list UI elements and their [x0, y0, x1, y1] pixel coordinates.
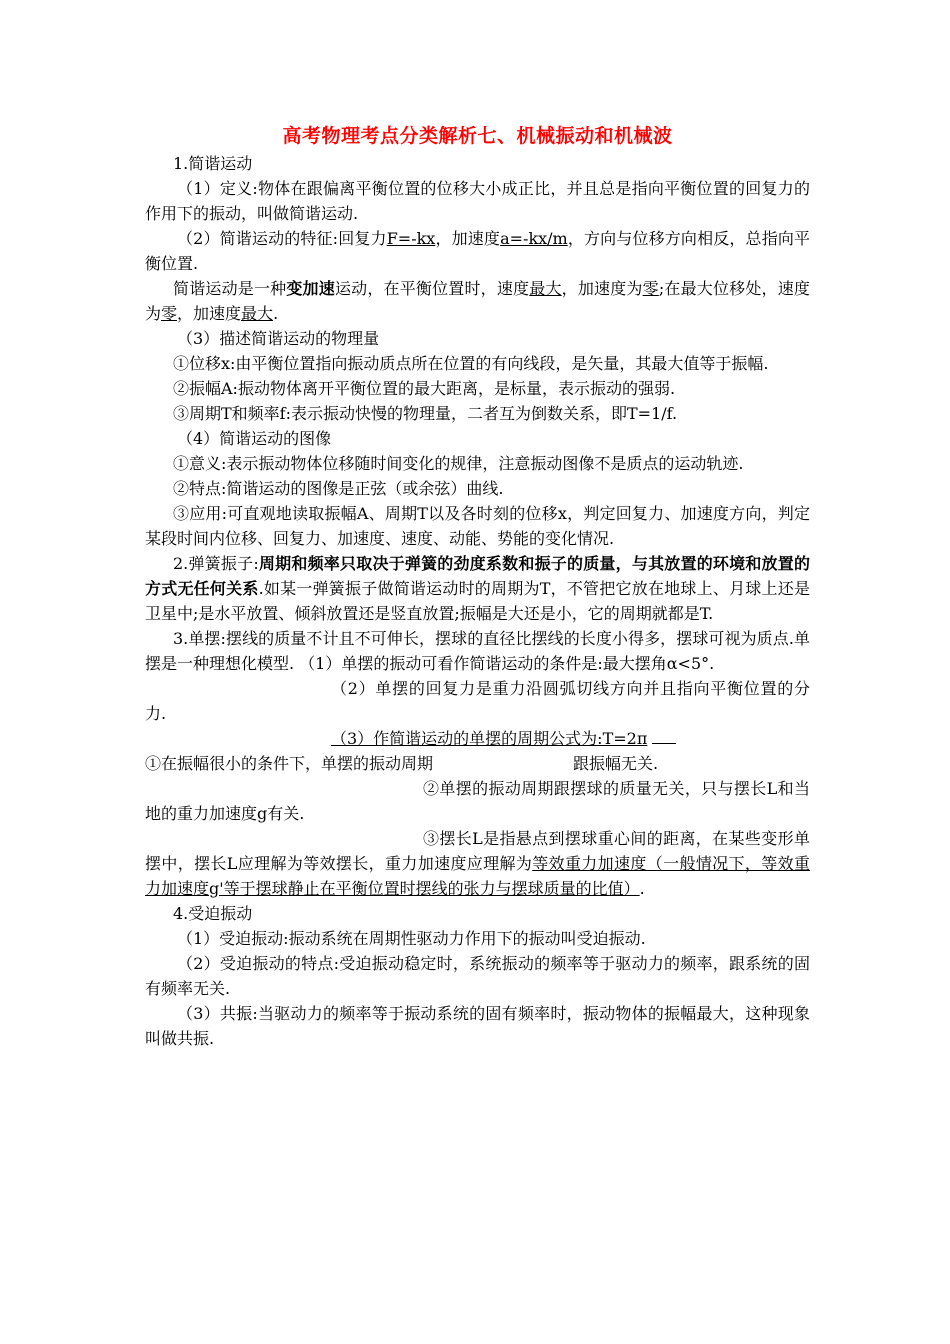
spring-oscillator: 2.弹簧振子:周期和频率只取决于弹簧的劲度系数和振子的质量，与其放置的环境和放置的方式无任何关系.如某一弹簧振子做简谐运动时的周期为T，不管把它放在地球上、月球上还是卫星中;是水平放置、倾斜放置还是竖直放置;振幅是大还是小，它的周期就都是T. [145, 554, 810, 623]
shm-graph-heading: （4）简谐运动的图像 [177, 429, 332, 448]
formula-blank [652, 729, 676, 744]
shm-features: （2）简谐运动的特征:回复力F=-kx，加速度a=-kx/m，方向与位移方向相反，总指向平衡位置. [145, 229, 810, 273]
pendulum-period-formula: （3）作简谐运动的单摆的周期公式为:T=2π [145, 726, 810, 751]
shm-definition: （1）定义:物体在跟偏离平衡位置的位移大小成正比，并且总是指向平衡位置的回复力的作用下的振动，叫做简谐运动. [145, 179, 810, 223]
shm-graph-meaning: ①意义:表示振动物体位移随时间变化的规律，注意振动图像不是质点的运动轨迹. [173, 454, 744, 473]
shm-graph-application: ③应用:可直观地读取振幅A、周期T以及各时刻的位移x，判定回复力、加速度方向，判定某段时间内位移、回复力、加速度、速度、动能、势能的变化情况. [145, 504, 810, 548]
shm-graph-feature: ②特点:简谐运动的图像是正弦（或余弦）曲线. [173, 479, 504, 498]
resonance: （3）共振:当驱动力的频率等于振动系统的固有频率时，振动物体的振幅最大，这种现象叫做共振. [145, 1004, 810, 1048]
pendulum-intro: 3.单摆:摆线的质量不计且不可伸长，摆球的直径比摆线的长度小得多，摆球可视为质点.单摆是一种理想化模型. （1）单摆的振动可看作简谐运动的条件是:最大摆角α<5°. [145, 629, 810, 673]
shm-amplitude: ②振幅A:振动物体离开平衡位置的最大距离，是标量，表示振动的强弱. [173, 379, 676, 398]
pendulum-amplitude-note: ①在振幅很小的条件下，单摆的振动周期 跟振幅无关. [145, 754, 659, 773]
forced-vibration: （1）受迫振动:振动系统在周期性驱动力作用下的振动叫受迫振动. [177, 929, 646, 948]
pendulum-length-note: ③摆长L是指悬点到摆球重心间的距离，在某些变形单摆中，摆长L应理解为等效摆长，重力加速度应理解为等效重力加速度（一般情况下，等效重力加速度g'等于摆球静止在平衡位置时摆线的张力与摆球质量的比值）. [145, 829, 810, 898]
shm-quantities-heading: （3）描述简谐运动的物理量 [177, 329, 380, 348]
pendulum-mass-note: ②单摆的振动周期跟摆球的质量无关，只与摆长L和当地的重力加速度g有关. [145, 779, 810, 823]
section-4-heading: 4.受迫振动 [173, 904, 253, 923]
shm-displacement: ①位移x:由平衡位置指向振动质点所在位置的有向线段，是矢量，其最大值等于振幅. [173, 354, 769, 373]
document-title: 高考物理考点分类解析七、机械振动和机械波 [282, 125, 673, 147]
shm-period-frequency: ③周期T和频率f:表示振动快慢的物理量，二者互为倒数关系，即T=1/f. [173, 404, 678, 423]
document-page [145, 122, 810, 1051]
forced-vibration-feature: （2）受迫振动的特点:受迫振动稳定时，系统振动的频率等于驱动力的频率，跟系统的固有频率无关. [145, 954, 810, 998]
pendulum-restoring-force: （2）单摆的回复力是重力沿圆弧切线方向并且指向平衡位置的分力. [145, 679, 810, 723]
section-1-heading: 1.简谐运动 [173, 154, 253, 173]
shm-variable-acceleration: 简谐运动是一种变加速运动，在平衡位置时，速度最大，加速度为零;在最大位移处，速度为零，加速度最大. [145, 279, 810, 323]
